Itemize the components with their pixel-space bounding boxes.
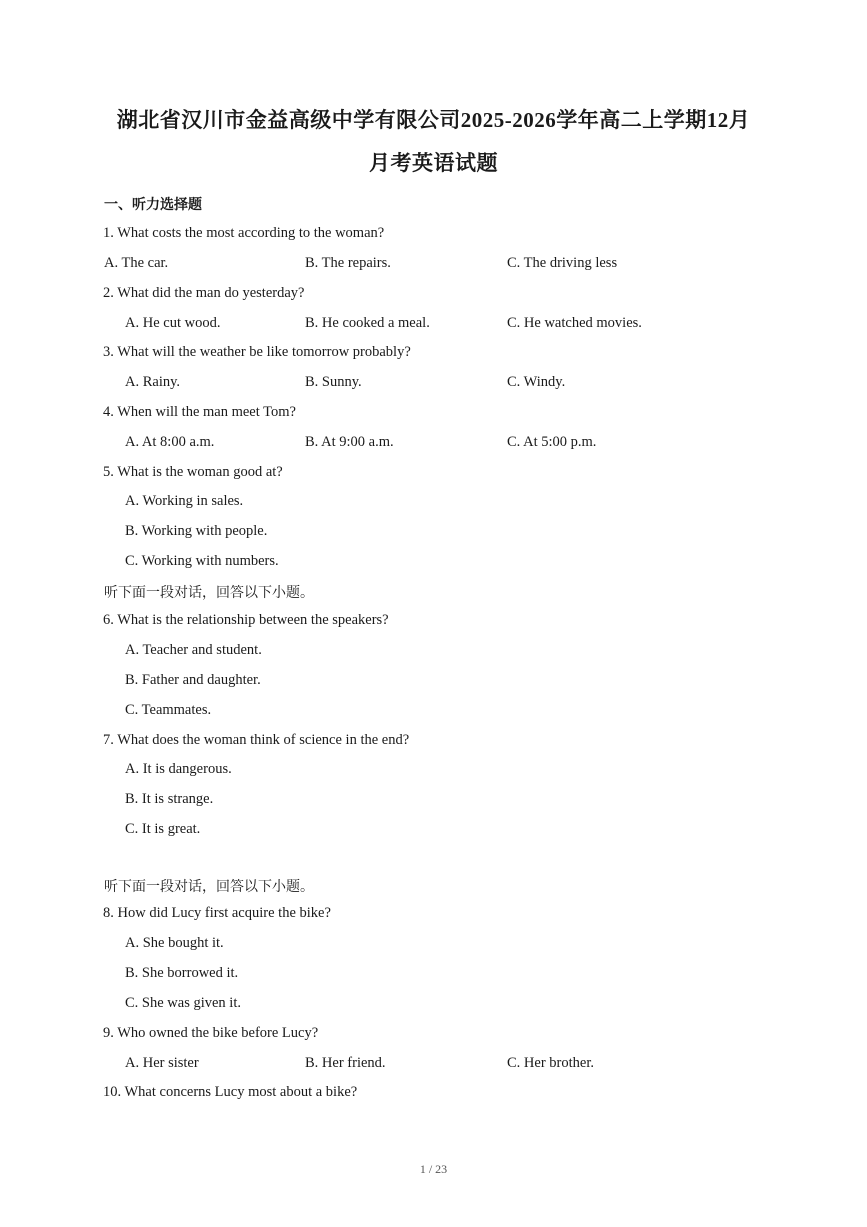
q6-option-a: A. Teacher and student. (125, 642, 262, 658)
q6-option-c: C. Teammates. (125, 702, 212, 718)
question-1: 1. What costs the most according to the woman? (103, 225, 385, 241)
question-8: 8. How did Lucy first acquire the bike? (103, 905, 331, 921)
q4-option-a: A. At 8:00 a.m. (125, 434, 215, 450)
q9-option-a: A. Her sister (125, 1055, 199, 1071)
q1-option-c: C. The driving less (507, 255, 618, 271)
q5-option-b: B. Working with people. (125, 523, 268, 539)
q4-option-b: B. At 9:00 a.m. (305, 434, 394, 450)
question-9: 9. Who owned the bike before Lucy? (103, 1025, 319, 1041)
question-7: 7. What does the woman think of science in the end? (103, 732, 410, 748)
q6-option-b: B. Father and daughter. (125, 672, 261, 688)
q2-option-b: B. He cooked a meal. (305, 315, 430, 331)
q2-option-c: C. He watched movies. (507, 315, 642, 331)
section-heading: 一、听力选择题 (104, 198, 202, 213)
question-6: 6. What is the relationship between the speakers? (103, 612, 389, 628)
q7-option-c: C. It is great. (125, 821, 201, 837)
q5-option-c: C. Working with numbers. (125, 553, 279, 569)
q8-option-b: B. She borrowed it. (125, 965, 239, 981)
dialogue-note-2: 听下面一段对话，回答以下小题。 (104, 880, 314, 895)
question-5: 5. What is the woman good at? (103, 464, 283, 480)
q9-option-c: C. Her brother. (507, 1055, 594, 1071)
q2-option-a: A. He cut wood. (125, 315, 221, 331)
document-title-line1: 湖北省汉川市金益高级中学有限公司2025-2026学年高二上学期12月 (116, 108, 751, 132)
q8-option-c: C. She was given it. (125, 995, 241, 1011)
q7-option-a: A. It is dangerous. (125, 761, 232, 777)
question-10: 10. What concerns Lucy most about a bike? (103, 1084, 358, 1100)
q3-option-c: C. Windy. (507, 374, 566, 390)
q3-option-a: A. Rainy. (125, 374, 181, 390)
q8-option-a: A. She bought it. (125, 935, 224, 951)
document-title-line2: 月考英语试题 (369, 151, 498, 175)
page-number: 1 / 23 (419, 1162, 448, 1176)
q9-option-b: B. Her friend. (305, 1055, 386, 1071)
dialogue-note-1: 听下面一段对话，回答以下小题。 (104, 586, 314, 601)
q4-option-c: C. At 5:00 p.m. (507, 434, 597, 450)
q7-option-b: B. It is strange. (125, 791, 214, 807)
q5-option-a: A. Working in sales. (125, 493, 244, 509)
question-2: 2. What did the man do yesterday? (103, 285, 305, 301)
question-3: 3. What will the weather be like tomorrow probably? (103, 344, 411, 360)
q1-option-b: B. The repairs. (305, 255, 391, 271)
q1-option-a: A. The car. (104, 255, 169, 271)
q3-option-b: B. Sunny. (305, 374, 362, 390)
question-4: 4. When will the man meet Tom? (103, 404, 296, 420)
